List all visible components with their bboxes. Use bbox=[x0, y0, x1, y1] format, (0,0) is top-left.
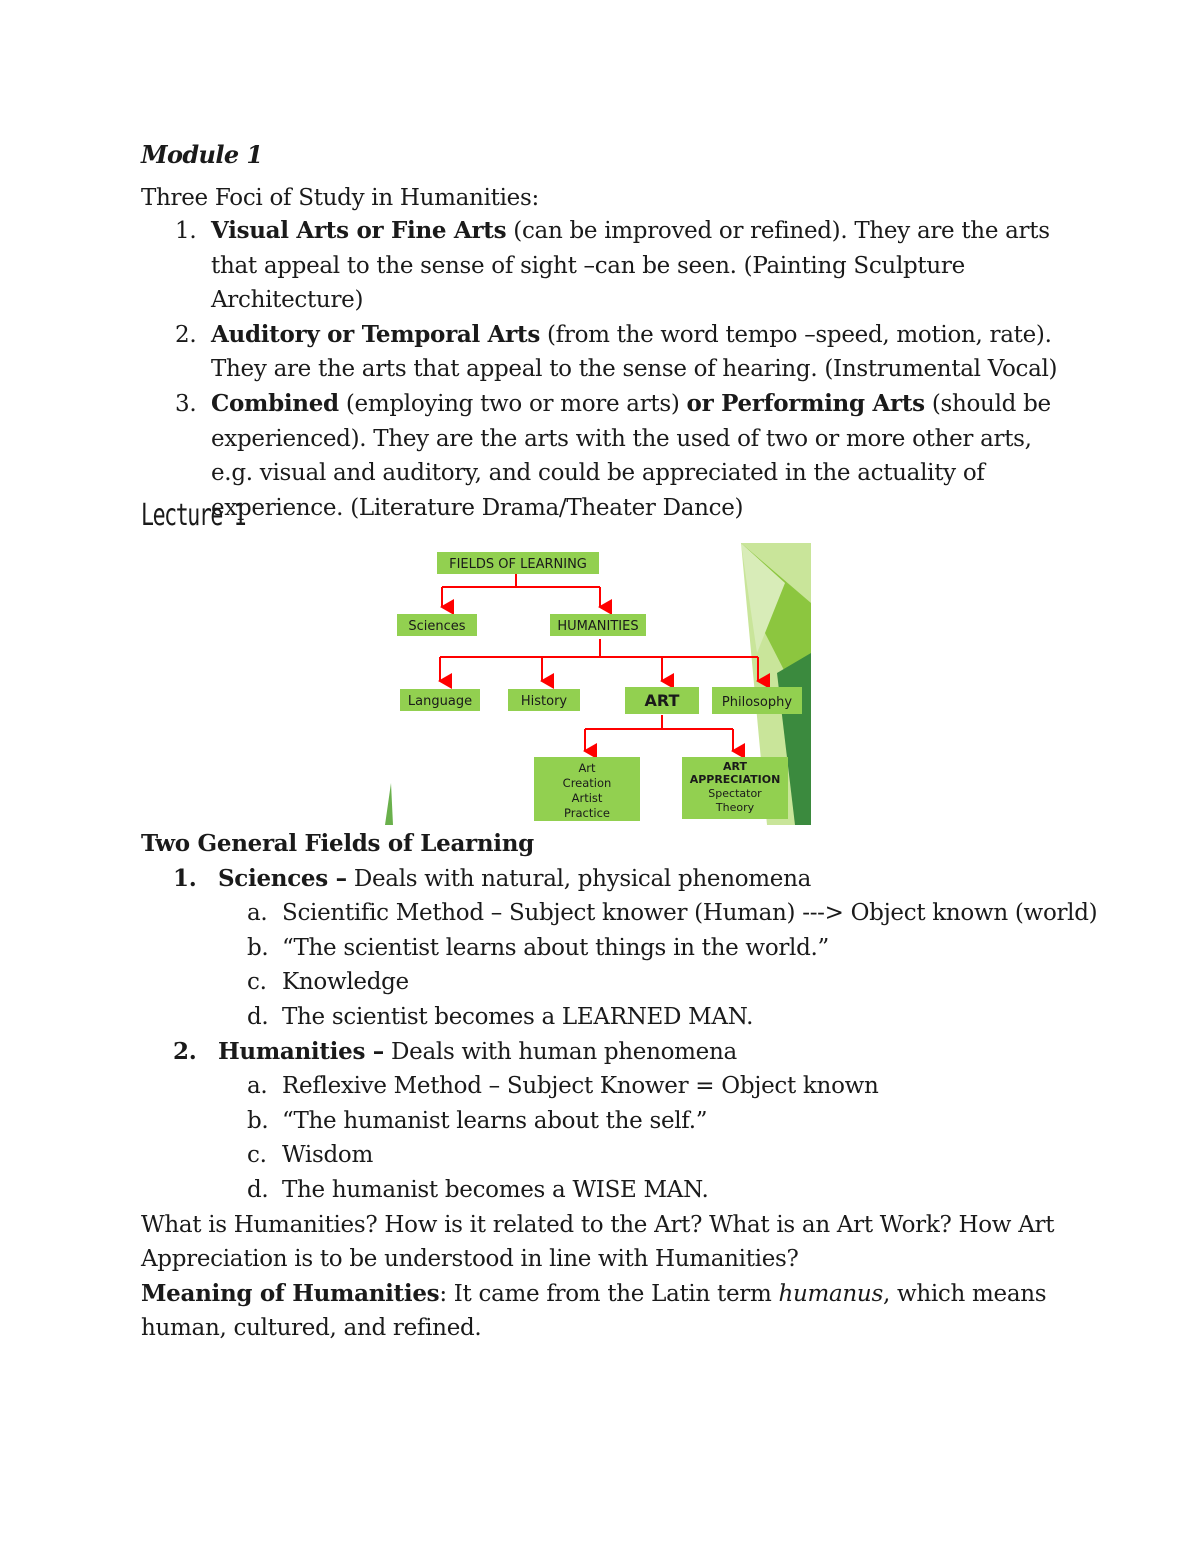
lecture-title: Lecture 1 bbox=[141, 498, 246, 533]
list-item bbox=[141, 931, 1101, 966]
list-item bbox=[141, 1104, 1101, 1139]
focus-title-alt: or Performing Arts bbox=[686, 389, 925, 417]
list-item bbox=[141, 1173, 1101, 1208]
diagram-art-creation-line: Art bbox=[578, 761, 596, 775]
field-description: Deals with natural, physical phenomena bbox=[346, 865, 812, 892]
list-item bbox=[141, 387, 1061, 525]
list-letter: b. bbox=[247, 934, 269, 961]
diagram-philosophy-label: Philosophy bbox=[721, 695, 793, 710]
list-item-text: The humanist becomes a WISE MAN. bbox=[282, 1176, 709, 1203]
list-item bbox=[141, 214, 1061, 318]
diagram-art-creation-line: Artist bbox=[571, 791, 603, 805]
list-number: 1. bbox=[175, 218, 197, 244]
list-item-text: Knowledge bbox=[282, 969, 409, 996]
foci-list bbox=[141, 214, 1061, 525]
meaning-text-end: , which means human, cultured, and refined. bbox=[141, 1280, 1047, 1342]
list-letter: c. bbox=[247, 1142, 267, 1169]
list-letter: a. bbox=[247, 900, 268, 927]
field-name: Humanities – bbox=[218, 1037, 385, 1065]
focus-title: Combined bbox=[211, 389, 339, 417]
list-letter: c. bbox=[247, 969, 267, 996]
list-item-text: Wisdom bbox=[282, 1142, 373, 1169]
questions-paragraph: What is Humanities? How is it related to the Art? What is an Art Work? How Art Appreciation is to be understood in line with Humanities? bbox=[141, 1211, 1055, 1273]
diagram-art-appreciation-line: Theory bbox=[715, 801, 755, 814]
list-item bbox=[141, 318, 1061, 387]
diagram-art-appreciation-line: APPRECIATION bbox=[689, 773, 781, 786]
diagram-art-appreciation-line: Spectator bbox=[708, 787, 762, 800]
foci-intro: Three Foci of Study in Humanities: bbox=[141, 185, 539, 211]
focus-title: Visual Arts or Fine Arts bbox=[211, 217, 507, 244]
list-letter: b. bbox=[247, 1107, 269, 1134]
list-number: 2. bbox=[173, 1037, 197, 1065]
list-item bbox=[141, 965, 1101, 1000]
fields-section bbox=[141, 827, 1101, 1346]
list-item bbox=[141, 1000, 1101, 1035]
field-item-humanities bbox=[141, 1035, 1101, 1070]
meaning-label: Meaning of Humanities bbox=[141, 1279, 440, 1307]
list-number: 1. bbox=[173, 864, 197, 892]
diagram-art-label: ART bbox=[644, 691, 680, 710]
diagram-sciences-label: Sciences bbox=[408, 619, 466, 634]
list-item-text: “The humanist learns about the self.” bbox=[282, 1107, 708, 1134]
list-item-text: Scientific Method – Subject knower (Human) ---> Object known (world) bbox=[282, 900, 1098, 927]
list-item-text: The scientist becomes a LEARNED MAN. bbox=[282, 1003, 754, 1030]
focus-title: Auditory or Temporal Arts bbox=[211, 320, 540, 348]
fields-of-learning-diagram bbox=[385, 543, 811, 825]
list-letter: d. bbox=[247, 1176, 269, 1203]
diagram-art-creation-line: Practice bbox=[564, 806, 610, 820]
field-name: Sciences – bbox=[218, 864, 347, 892]
focus-description: (should be experienced). They are the arts with the used of two or more other arts, e.g. visual and auditory, and could be appreciated in the actuality of experience. (Literature Drama/Theater Dance) bbox=[211, 390, 1051, 521]
focus-description: (from the word tempo –speed, motion, rate). They are the arts that appeal to the sense of hearing. (Instrumental Vocal) bbox=[211, 321, 1058, 383]
list-number: 2. bbox=[175, 321, 197, 348]
diagram-art-appreciation-line: ART bbox=[723, 760, 747, 773]
meaning-paragraph bbox=[141, 1277, 1101, 1346]
focus-note: (employing two or more arts) bbox=[338, 390, 687, 417]
list-number: 3. bbox=[175, 390, 197, 417]
list-letter: a. bbox=[247, 1073, 268, 1100]
list-item bbox=[141, 896, 1101, 931]
field-description: Deals with human phenomena bbox=[384, 1038, 737, 1065]
diagram-history-label: History bbox=[520, 694, 568, 709]
diagram-humanities-label: HUMANITIES bbox=[557, 619, 639, 634]
diagram-art-creation-line: Creation bbox=[562, 776, 612, 790]
diagram-root-label: FIELDS OF LEARNING bbox=[449, 557, 587, 572]
module-title: Module 1 bbox=[141, 140, 263, 169]
field-item-sciences bbox=[141, 862, 1101, 897]
diagram-connectors bbox=[440, 574, 758, 751]
meaning-text: : It came from the Latin term bbox=[439, 1280, 779, 1307]
list-item-text: Reflexive Method – Subject Knower = Object known bbox=[282, 1073, 879, 1100]
list-item bbox=[141, 1069, 1101, 1104]
focus-description: (can be improved or refined). They are the arts that appeal to the sense of sight –can be seen. (Painting Sculpture Architecture) bbox=[211, 218, 1050, 314]
latin-term: humanus bbox=[778, 1280, 883, 1307]
section-heading: Two General Fields of Learning bbox=[141, 830, 534, 857]
list-item-text: “The scientist learns about things in the world.” bbox=[282, 934, 830, 961]
list-item bbox=[141, 1138, 1101, 1173]
list-letter: d. bbox=[247, 1003, 269, 1030]
diagram-language-label: Language bbox=[407, 694, 473, 709]
